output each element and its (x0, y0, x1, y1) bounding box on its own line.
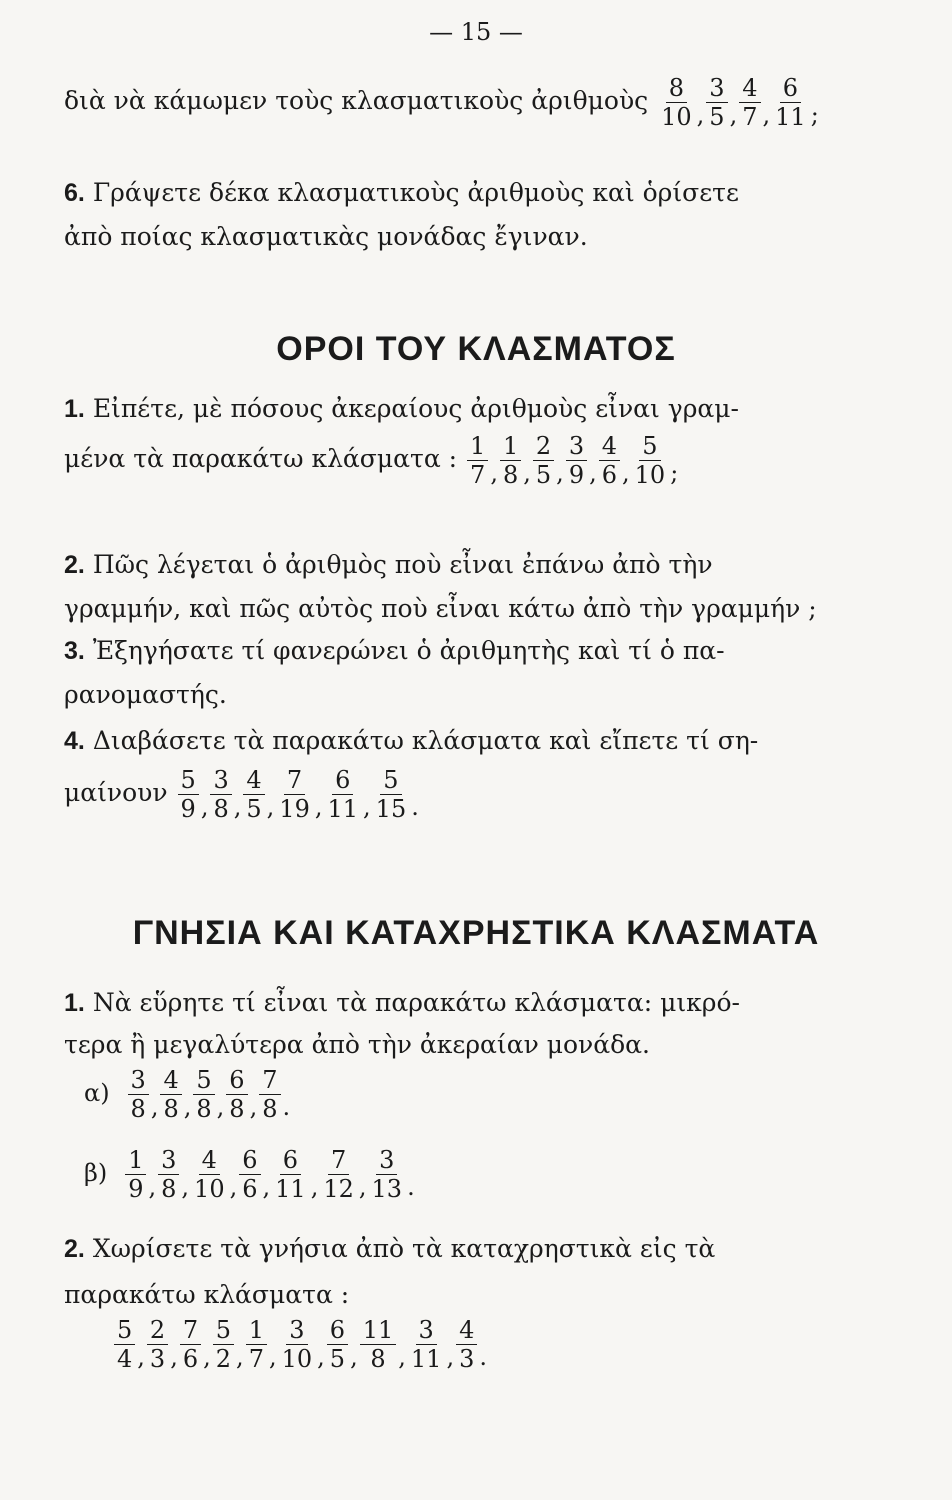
numerator: 8 (666, 76, 687, 103)
s1-q3-line1: 3. Ἐξηγήσατε τί φανερώνει ὁ ἀριθμητὴς καὶ τί ὁ πα- (64, 636, 725, 665)
fraction-end-mark: ; (670, 458, 679, 487)
numerator: 5 (639, 434, 660, 461)
item-number: 6. (64, 179, 85, 207)
denominator: 5 (535, 461, 552, 489)
denominator: 7 (248, 1345, 264, 1373)
fraction-end-mark: . (282, 1092, 291, 1121)
fraction (533, 434, 554, 487)
fraction-separator: , (183, 1092, 192, 1121)
numerator: 3 (128, 1068, 149, 1095)
fraction (360, 1318, 397, 1371)
s1-q4-line1: 4. Διαβάσετε τὰ παρακάτω κλάσματα καὶ εἴπετε τί ση- (64, 726, 759, 755)
s2-q2-line2: παρακάτω κλάσματα : (64, 1280, 350, 1309)
numerator: 3 (416, 1318, 437, 1345)
fraction (276, 768, 313, 821)
fraction (373, 768, 410, 821)
fraction (456, 1318, 477, 1371)
fraction-separator: , (729, 100, 738, 129)
fraction (243, 768, 264, 821)
denominator: 8 (130, 1095, 146, 1123)
numerator: 6 (226, 1068, 247, 1095)
s1-q1-line1: 1. Εἰπέτε, μὲ πόσους ἀκεραίους ἀριθμοὺς εἶναι γραμ- (64, 394, 739, 423)
numerator: 5 (380, 768, 401, 795)
fraction-separator: , (216, 1092, 225, 1121)
denominator: 8 (161, 1175, 177, 1203)
s1-q2-line1: 2. Πῶς λέγεται ὁ ἀριθμὸς ποὺ εἶναι ἐπάνω ἀπὸ τὴν (64, 550, 713, 579)
fraction (658, 76, 695, 129)
fraction-separator: , (314, 792, 323, 821)
fraction (369, 1148, 406, 1201)
denominator: 3 (459, 1345, 475, 1373)
fraction-end-mark: . (407, 1172, 415, 1201)
s1-q1-line2: μένα τὰ παρακάτω κλάσματα : $\frac{1}{7}$ , $\frac{1}{8}$ , $\frac{2}{5}$ , $\frac{3}{9}$ , $\frac{4}{6}$ , $\frac{5}{10}$ ; (64, 432, 679, 489)
s2-q1-b (84, 1148, 415, 1201)
fraction (114, 1318, 135, 1371)
s1-q4-line2: μαίνουν $\frac{5}{9}$ , $\frac{3}{8}$ , $\frac{4}{5}$ , $\frac{7}{19}$ , $\frac{6}{11}$ , $\frac{5}{15}$ . (64, 766, 419, 823)
fraction-end-mark: ; (810, 100, 819, 129)
denominator: 7 (470, 461, 486, 489)
denominator: 6 (601, 461, 618, 489)
fraction (210, 768, 231, 821)
denominator: 8 (163, 1095, 179, 1123)
fraction-separator: , (137, 1342, 145, 1371)
fraction (632, 434, 669, 487)
s2-q1-line1: 1. Νὰ εὕρητε τί εἶναι τὰ παρακάτω κλάσματα: μικρό- (64, 988, 740, 1017)
item-number: 4. (64, 727, 85, 755)
s2-q2-line1: 2. Χωρίσετε τὰ γνήσια ἀπὸ τὰ καταχρηστικὰ εἰς τὰ (64, 1234, 716, 1263)
denominator: 11 (275, 1175, 306, 1203)
s1-q1-fractions (465, 434, 678, 487)
fraction (239, 1148, 260, 1201)
denominator: 6 (242, 1175, 258, 1203)
s2-q1-a (84, 1068, 290, 1121)
fraction-separator: , (181, 1172, 190, 1201)
fraction-separator: , (268, 1342, 277, 1371)
fraction-separator: , (762, 100, 771, 129)
denominator: 10 (194, 1175, 225, 1203)
denominator: 5 (329, 1345, 346, 1373)
numerator: 4 (599, 434, 620, 461)
numerator: 4 (160, 1068, 181, 1095)
fraction (566, 434, 587, 487)
numerator: 6 (239, 1148, 260, 1175)
denominator: 19 (279, 795, 310, 823)
numerator: 4 (456, 1318, 477, 1345)
numerator: 6 (280, 1148, 301, 1175)
denominator: 9 (180, 795, 196, 823)
numerator: 6 (327, 1318, 348, 1345)
numerator: 6 (332, 768, 353, 795)
fraction-separator: , (236, 1342, 244, 1371)
fraction-separator: , (622, 458, 630, 487)
numerator: 3 (210, 768, 231, 795)
fraction-separator: , (363, 792, 371, 821)
fraction-separator: , (262, 1172, 271, 1201)
fraction (178, 768, 199, 821)
denominator: 8 (213, 795, 229, 823)
fraction-separator: , (556, 458, 564, 487)
numerator: 4 (243, 768, 264, 795)
fraction (739, 76, 760, 129)
section-title: ΓΝΗΣΙΑ ΚΑΙ ΚΑΤΑΧΡΗΣΤΙΚΑ ΚΛΑΣΜΑΤΑ (132, 914, 820, 952)
denominator: 15 (375, 795, 407, 823)
numerator: 5 (114, 1318, 135, 1345)
numerator: 3 (706, 76, 727, 103)
denominator: 13 (371, 1175, 403, 1203)
fraction-separator: , (229, 1172, 238, 1201)
fraction (226, 1068, 247, 1121)
fraction (772, 76, 809, 129)
fraction (191, 1148, 228, 1201)
fraction-separator: , (249, 1092, 258, 1121)
fraction (467, 434, 488, 487)
s2-q1-line2: τερα ἢ μεγαλύτερα ἀπὸ τὴν ἀκεραίαν μονάδα. (64, 1030, 650, 1059)
numerator: 7 (259, 1068, 280, 1095)
fraction-separator: , (200, 792, 209, 821)
page-number: — 15 — (429, 18, 523, 46)
subitem-label: β) (84, 1159, 108, 1187)
numerator: 3 (376, 1148, 397, 1175)
fraction-separator: , (170, 1342, 178, 1371)
s1-q3-line2: ρανομαστής. (64, 680, 227, 709)
fraction-end-mark: . (411, 792, 419, 821)
numerator: 1 (246, 1318, 267, 1345)
numerator: 6 (780, 76, 801, 103)
s2-q1-b-fractions (123, 1148, 415, 1201)
fraction (158, 1148, 179, 1201)
numerator: 1 (125, 1148, 146, 1175)
intro-fractions (656, 76, 819, 129)
s1-q2-line2: γραμμήν, καὶ πῶς αὐτὸς ποὺ εἶναι κάτω ἀπὸ τὴν γραμμήν ; (64, 594, 817, 623)
item-number: 1. (64, 395, 85, 423)
fraction-separator: , (523, 458, 531, 487)
fraction-separator: , (148, 1172, 157, 1201)
numerator: 5 (193, 1068, 214, 1095)
fraction-separator: , (317, 1342, 325, 1371)
fraction (180, 1318, 201, 1371)
numerator: 3 (566, 434, 587, 461)
denominator: 8 (502, 461, 519, 489)
fraction-end-mark: . (479, 1342, 488, 1371)
numerator: 4 (739, 76, 760, 103)
fraction (193, 1068, 214, 1121)
denominator: 5 (709, 103, 725, 131)
fraction (500, 434, 521, 487)
numerator: 2 (533, 434, 554, 461)
intro-line (64, 76, 819, 129)
s2-q2-fractions-line (112, 1318, 487, 1371)
intro-text: διὰ νὰ κάμωμεν τοὺς κλασματικοὺς ἀριθμοὺς (64, 86, 649, 115)
fraction (125, 1148, 146, 1201)
fraction (706, 76, 727, 129)
fraction-separator: , (589, 458, 597, 487)
fraction (327, 1318, 348, 1371)
fraction (160, 1068, 181, 1121)
fraction-separator: , (150, 1092, 159, 1121)
denominator: 12 (323, 1175, 354, 1203)
denominator: 10 (634, 461, 666, 489)
fraction (599, 434, 620, 487)
denominator: 10 (281, 1345, 313, 1373)
denominator: 8 (370, 1345, 386, 1373)
item-number: 1. (64, 989, 85, 1017)
fraction (320, 1148, 357, 1201)
fraction (128, 1068, 149, 1121)
numerator: 7 (180, 1318, 201, 1345)
denominator: 6 (182, 1345, 199, 1373)
fraction-separator: , (398, 1342, 406, 1371)
numerator: 1 (500, 434, 521, 461)
denominator: 10 (661, 103, 692, 131)
numerator: 5 (213, 1318, 234, 1345)
fraction-separator: , (203, 1342, 211, 1371)
item6-line2: ἀπὸ ποίας κλασματικὰς μονάδας ἔγιναν. (64, 222, 588, 251)
fraction (246, 1318, 267, 1371)
numerator: 7 (328, 1148, 349, 1175)
numerator: 11 (360, 1318, 397, 1345)
fraction (147, 1318, 168, 1371)
numerator: 3 (286, 1318, 307, 1345)
fraction-separator: , (696, 100, 705, 129)
fraction-separator: , (266, 792, 275, 821)
numerator: 5 (178, 768, 199, 795)
fraction (324, 768, 361, 821)
fraction (408, 1318, 445, 1371)
item6-line1: 6. Γράψετε δέκα κλασματικοὺς ἀριθμοὺς καὶ ὁρίσετε (64, 178, 739, 207)
denominator: 11 (775, 103, 806, 131)
denominator: 9 (128, 1175, 144, 1203)
item-number: 2. (64, 1235, 85, 1263)
denominator: 8 (229, 1095, 245, 1123)
denominator: 4 (117, 1345, 133, 1373)
denominator: 8 (196, 1095, 212, 1123)
denominator: 2 (215, 1345, 232, 1373)
subitem-label: α) (84, 1079, 110, 1107)
fraction-separator: , (446, 1342, 455, 1371)
fraction-separator: , (350, 1342, 358, 1371)
section-title: ΟΡΟΙ ΤΟΥ ΚΛΑΣΜΑΤΟΣ (276, 330, 676, 368)
fraction-separator: , (310, 1172, 319, 1201)
fraction (213, 1318, 234, 1371)
fraction-separator: , (233, 792, 242, 821)
denominator: 7 (742, 103, 758, 131)
fraction (272, 1148, 309, 1201)
denominator: 3 (149, 1345, 166, 1373)
fraction (279, 1318, 316, 1371)
numerator: 4 (199, 1148, 220, 1175)
fraction-separator: , (490, 458, 498, 487)
fraction-separator: , (358, 1172, 367, 1201)
denominator: 9 (568, 461, 585, 489)
fraction (259, 1068, 280, 1121)
numerator: 2 (147, 1318, 168, 1345)
denominator: 8 (262, 1095, 278, 1123)
item-number: 2. (64, 551, 85, 579)
s2-q2-fractions (112, 1318, 487, 1371)
s1-q4-fractions (176, 768, 419, 821)
numerator: 3 (158, 1148, 179, 1175)
numerator: 1 (467, 434, 488, 461)
denominator: 5 (246, 795, 262, 823)
denominator: 11 (327, 795, 359, 823)
denominator: 11 (410, 1345, 442, 1373)
numerator: 7 (284, 768, 305, 795)
item-number: 3. (64, 637, 85, 665)
s2-q1-a-fractions (126, 1068, 291, 1121)
